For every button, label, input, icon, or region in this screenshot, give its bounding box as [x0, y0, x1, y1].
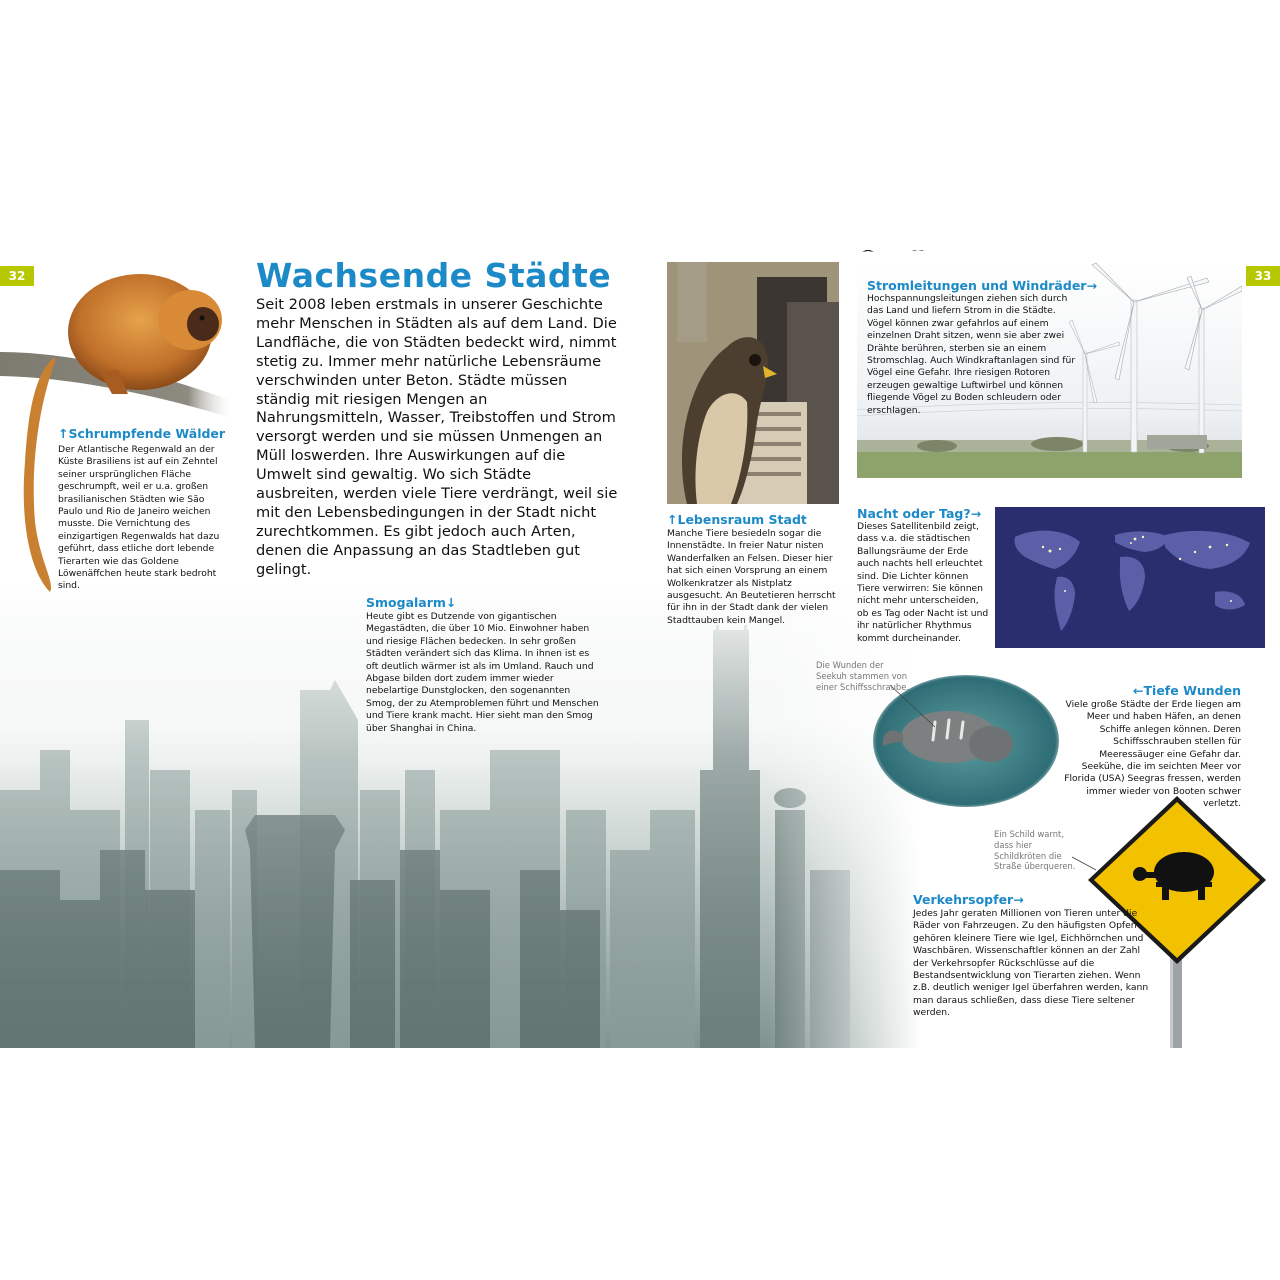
heading-nacht-oder-tag: Nacht oder Tag?→ — [857, 506, 982, 521]
peregrine-falcon-photo — [667, 262, 839, 504]
intro-text: Seit 2008 leben erstmals in unserer Geschichte mehr Menschen in Städten als auf dem Land. Die Landfläche, die von Städten bedeckt wird, nimmt stetig zu. Immer mehr natürliche Lebensräume verschwinden unter Beton. Städte müssen ständig mit riesigen Mengen an Nahrungsmitteln, Wasser, Treibstoffen und Strom versorgt werden und sie müssen Unmengen an Müll loswerden. Ihre Auswirkungen auf die Umwelt sind gewaltig. Wo sich Städte ausbreiten, werden viele Tiere verdrängt, weil sie mit den Lebensbedingungen in der Stadt nicht zurechtkommen. Es gibt jedoch auch Arten, denen die Anpassung an das Stadtleben gut gelingt. — [256, 296, 618, 578]
caption-seekuh: Die Wunden der Seekuh stammen von einer Schiffsschraube. — [816, 660, 910, 692]
text-nacht-oder-tag: Dieses Satellitenbild zeigt, dass v.a. die städtischen Ballungsräume der Erde auch nachts hell erleuchtet sind. Die Lichter können Tiere verwirren: Sie können nicht mehr unterscheiden, ob es Tag oder Nacht ist und ihr natürlicher Rhythmus kommt durcheinander. — [857, 521, 989, 644]
heading-schrumpfende-waelder: ↑Schrumpfende Wälder — [58, 426, 226, 441]
page-title: Wachsende Städte — [256, 256, 612, 295]
caption-schild: Ein Schild warnt, dass hier Schildkröten die Straße überqueren. — [994, 829, 1076, 872]
text-schrumpfende-waelder: Der Atlantische Regenwald an der Küste Brasiliens ist auf ein Zehntel seiner ursprünglichen Fläche geschrumpft, weil er u.a. großen brasilianischen Städten wie São Paulo und Rio de Janeiro weichen musste. Die Vernichtung des einzigartigen Regenwalds hat dazu geführt, dass etliche dort lebende Tierarten wie das Goldene Löwenäffchen heute stark bedroht sind. — [58, 444, 220, 592]
text-lebensraum-stadt: Manche Tiere besiedeln sogar die Innenstädte. In freier Natur nisten Wanderfalken an Felsen. Dieser hier hat sich einen Vorsprung an einem Wolkenkratzer als Nistplatz ausgesucht. An Beutetieren herrscht für ihn in der Stadt dank der vielen Stadttauben kein Mangel. — [667, 528, 836, 626]
page-number-right: 33 — [1246, 266, 1280, 286]
bird-flock-graphic — [860, 250, 1220, 260]
page-number-left: 32 — [0, 266, 34, 286]
night-satellite-map-photo — [995, 507, 1265, 648]
heading-lebensraum-stadt: ↑Lebensraum Stadt — [667, 512, 807, 527]
heading-smogalarm: Smogalarm↓ — [366, 595, 457, 610]
text-stromleitungen: Hochspannungsleitungen ziehen sich durch das Land und liefern Strom in die Städte. Vögel können zwar gefahrlos auf einem einzelnen Draht sitzen, wenn sie aber zwei Drähte berühren, sterben sie an einem Stromschlag. Auch Windkraftanlagen sind für Vögel eine Gefahr. Ihre riesigen Rotoren erzeugen gewaltige Luftwirbel und können fliegende Vögel zu Boden schleudern oder erschlagen. — [867, 293, 1076, 416]
heading-tiefe-wunden: ←Tiefe Wunden — [1133, 683, 1241, 698]
text-verkehrsopfer: Jedes Jahr geraten Millionen von Tieren unter die Räder von Fahrzeugen. Zu den häufigsten Opfern gehören kleinere Tiere wie Igel, Eichhörnchen und Waschbären. Wissenschaftler können an der Zahl der Verkehrsopfer Rückschlüsse auf die Bestandsentwicklung von Tierarten ziehen. Wenn z.B. deutlich weniger Igel überfahren werden, kann man daraus schließen, dass diese Tiere seltener werden. — [913, 908, 1149, 1019]
heading-verkehrsopfer: Verkehrsopfer→ — [913, 892, 1024, 907]
text-tiefe-wunden: Viele große Städte der Erde liegen am Meer und haben Häfen, an denen Schiffe anlegen können. Deren Schiffsschrauben stellen für Meeressäuger eine Gefahr dar. Seekühe, die im seichten Meer vor Florida (USA) Seegras fressen, werden immer wieder von Booten schwer verletzt. — [1064, 699, 1241, 810]
text-smogalarm: Heute gibt es Dutzende von gigantischen Megastädten, die über 10 Mio. Einwohner haben und riesige Flächen bedecken. In sehr großen Städten verändert sich das Klima. In ihnen ist es oft deutlich wärmer ist als im Umland. Rauch und Abgase bilden dort zudem immer wieder nebelartige Dunstglocken, den sogenannten Smog, der zu Atemproblemen führt und Menschen und Tiere krank macht. Hier sieht man den Smog über Shanghai in China. — [366, 611, 599, 734]
book-spread — [0, 250, 1280, 1048]
heading-stromleitungen: Stromleitungen und Windräder→ — [867, 278, 1097, 293]
